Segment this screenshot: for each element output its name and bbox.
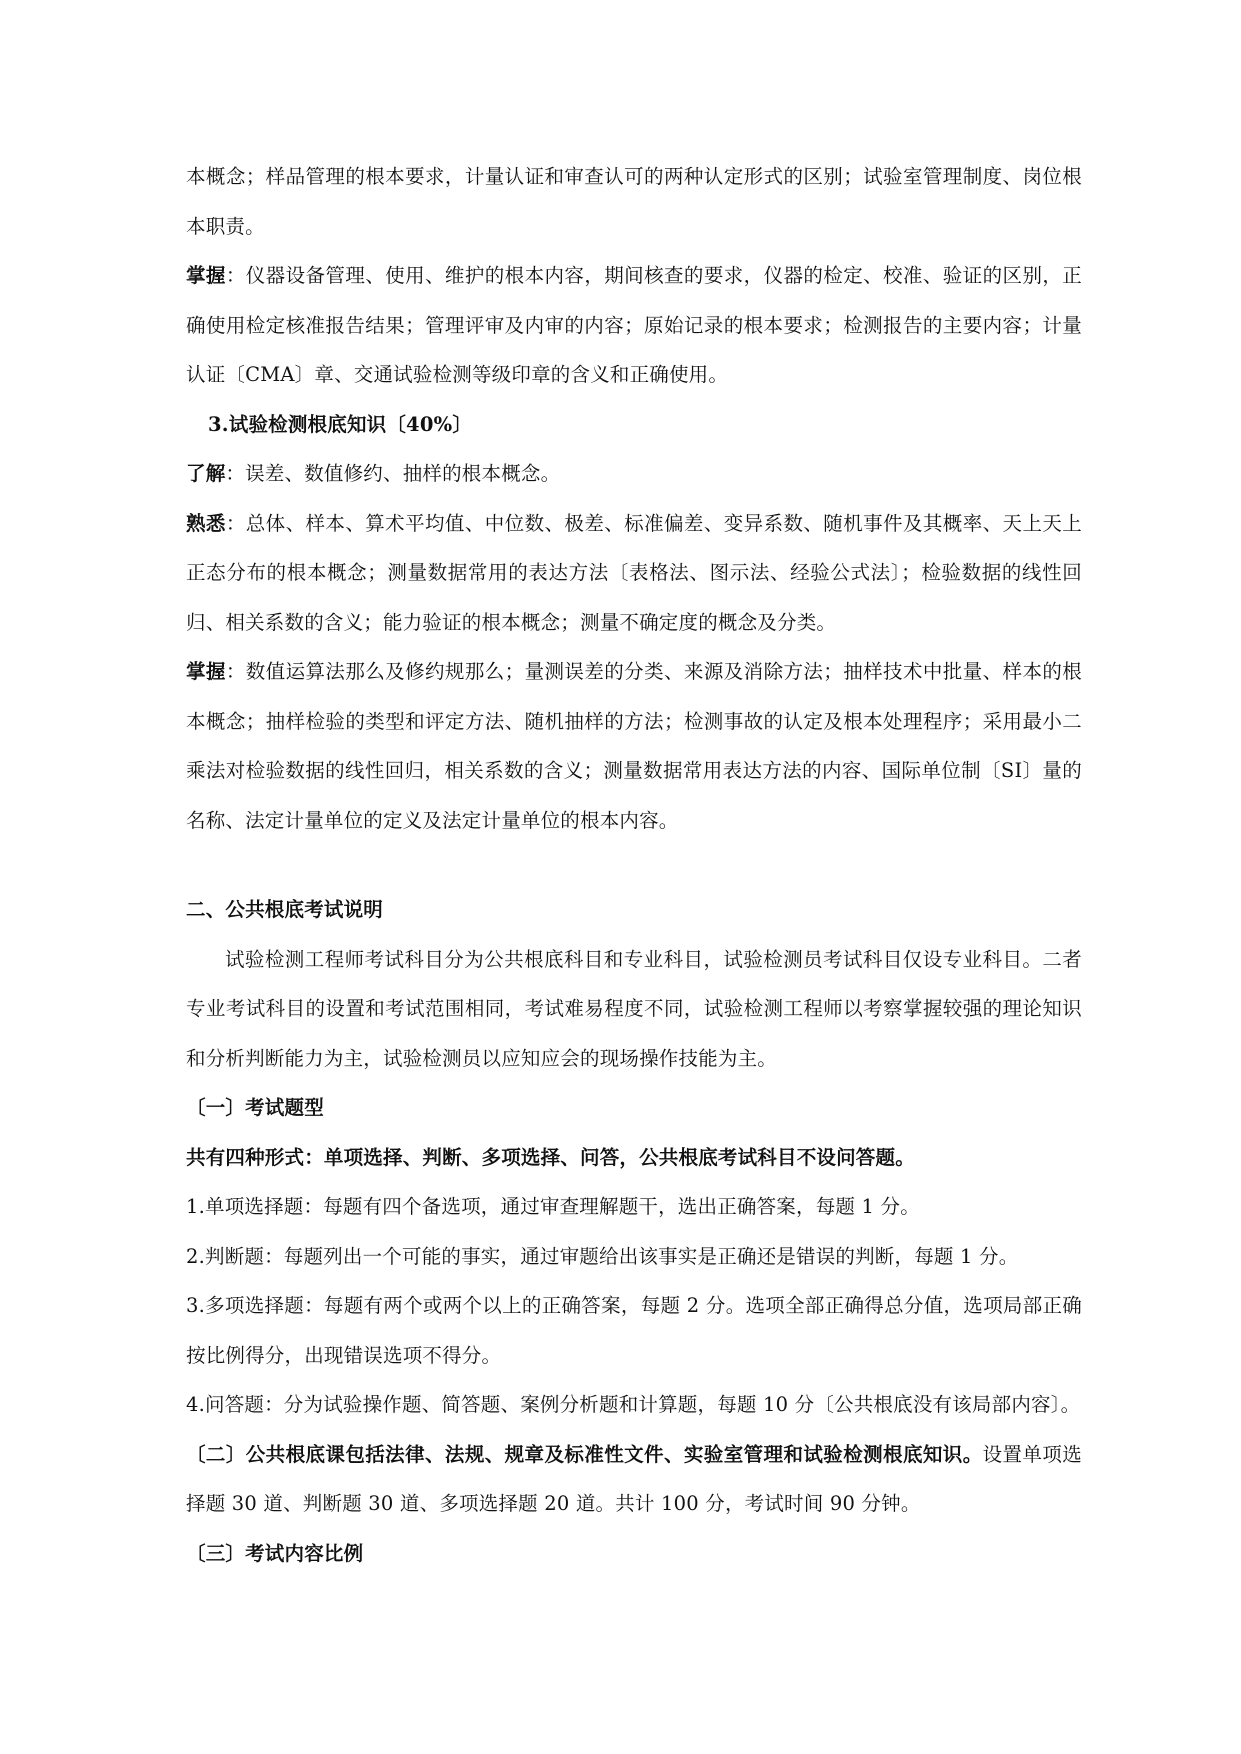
- understand-label: 了解: [186, 462, 226, 485]
- familiar-text: ：总体、样本、算术平均值、中位数、极差、标准偏差、变异系数、随机事件及其概率、天上天上正态分布的根本概念；测量数据常用的表达方法〔表格法、图示法、经验公式法〕；检验数据的线性回归、相关系数的含义；能力验证的根本概念；测量不确定度的概念及分类。: [186, 511, 1082, 634]
- part-2-heading: 二、公共根底考试说明: [186, 898, 384, 921]
- master-text: ：仪器设备管理、使用、维护的根本内容，期间核查的要求，仪器的检定、校准、验证的区别，正确使用检定核准报告结果；管理评审及内审的内容；原始记录的根本要求；检测报告的主要内容；计量认证〔CMA〕章、交通试验检测等级印章的含义和正确使用。: [186, 264, 1082, 386]
- sub-1-bold-line: 共有四种形式：单项选择、判断、多项选择、问答，公共根底考试科目不设问答题。: [186, 1145, 915, 1169]
- familiar-paragraph: [186, 499, 1082, 648]
- master-paragraph-2: [186, 647, 1082, 845]
- sub-3-heading: 〔三〕考试内容比例: [186, 1541, 364, 1565]
- list-item-4: 4.问答题：分为试验操作题、简答题、案例分析题和计算题，每题 10 分〔公共根底没有该局部内容〕。: [186, 1393, 1081, 1416]
- familiar-label: 熟悉: [186, 511, 226, 535]
- section-gap: [186, 845, 1082, 885]
- list-item-2: 2.判断题：每题列出一个可能的事实，通过审题给出该事实是正确还是错误的判断，每题 1 分。: [186, 1244, 1019, 1268]
- part-2-intro: 试验检测工程师考试科目分为公共根底科目和专业科目，试验检测员考试科目仅设专业科目。二者专业考试科目的设置和考试范围相同，考试难易程度不同，试验检测工程师以考察掌握较强的理论知识和分析判断能力为主，试验检测员以应知应会的现场操作技能为主。: [186, 947, 1082, 1070]
- list-item-3: 3.多项选择题：每题有两个或两个以上的正确答案，每题 2 分。选项全部正确得总分值，选项局部正确按比例得分，出现错误选项不得分。: [186, 1294, 1082, 1367]
- document-page: [186, 152, 1082, 1578]
- master-label: 掌握: [186, 264, 226, 287]
- intro-paragraph: 本概念；样品管理的根本要求，计量认证和审查认可的两种认定形式的区别；试验室管理制度、岗位根本职责。: [186, 165, 1082, 238]
- list-item-1: 1.单项选择题：每题有四个备选项，通过审查理解题干，选出正确答案，每题 1 分。: [186, 1195, 920, 1218]
- sub-2-rest: 设置单项选择题 30 道、判断题 30 道、多项选择题 20 道。共计 100 分，考试时间 90 分钟。: [186, 1442, 1082, 1515]
- understand-paragraph: [186, 449, 1082, 499]
- sub-1-heading: 〔一〕考试题型: [186, 1096, 324, 1119]
- sub-2-bold: 〔二〕公共根底课包括法律、法规、规章及标准性文件、实验室管理和试验检测根底知识。: [186, 1442, 983, 1466]
- master-label-2: 掌握: [186, 660, 226, 683]
- sub-2-paragraph: [186, 1430, 1082, 1529]
- master-text-2: ：数值运算法那么及修约规那么；量测误差的分类、来源及消除方法；抽样技术中批量、样本的根本概念；抽样检验的类型和评定方法、随机抽样的方法；检测事故的认定及根本处理程序；采用最小二乘法对检验数据的线性回归，相关系数的含义；测量数据常用表达方法的内容、国际单位制〔SI〕量的名称、法定计量单位的定义及法定计量单位的根本内容。: [186, 660, 1082, 832]
- master-paragraph-1: [186, 251, 1082, 400]
- section-3-heading: 3.试验检测根底知识〔40%〕: [208, 412, 473, 436]
- understand-text: ：误差、数值修约、抽样的根本概念。: [225, 462, 561, 485]
